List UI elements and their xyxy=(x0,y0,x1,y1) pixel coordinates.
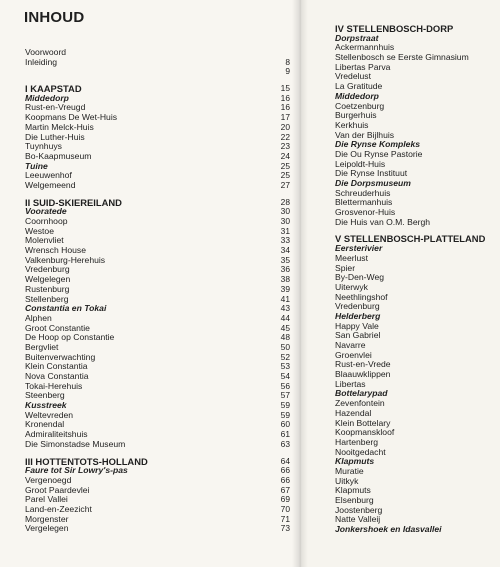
toc-entry-title: De Hoop op Constantie xyxy=(25,332,115,343)
toc-entry-title: Helderberg xyxy=(335,310,381,321)
toc-page-number: 24 xyxy=(280,150,290,161)
subsection-heading xyxy=(335,525,498,535)
toc-entry-title: Vergenoegd xyxy=(25,474,72,485)
toc-page-number: 71 xyxy=(280,513,290,524)
toc-entry-title: Stellenberg xyxy=(25,293,69,304)
toc-page-number: 33 xyxy=(280,235,290,246)
toc-entry-title: Wrensch House xyxy=(25,245,86,256)
toc-entry-title: Van der Bijlhuis xyxy=(335,129,395,140)
toc-entry-title: Faure tot Sir Lowry's-pas xyxy=(25,465,128,476)
toc-entry-title: Leeuwenhof xyxy=(25,170,72,181)
toc-page-number: 52 xyxy=(280,351,290,362)
toc-page-number: 67 xyxy=(280,484,290,495)
toc-page-number: 28 xyxy=(280,196,290,207)
toc-entry-title: Joostenberg xyxy=(335,504,383,515)
toc-entry-title: Bergvliet xyxy=(25,341,59,352)
toc-entry-title: Muratie xyxy=(335,465,364,476)
toc-page-number: 38 xyxy=(280,274,290,285)
toc-page-number: 48 xyxy=(280,332,290,343)
toc-page-number: 43 xyxy=(280,303,290,314)
toc-entry-title: Happy Vale xyxy=(335,320,379,331)
toc-entry-title: Leipoldt-Huis xyxy=(335,158,386,169)
toc-entry-title: By-Den-Weg xyxy=(335,272,385,283)
toc-entry-title: Koopmans De Wet-Huis xyxy=(25,112,118,123)
toc-page-number: 44 xyxy=(280,312,290,323)
toc-page-number: 53 xyxy=(280,361,290,372)
toc-entry-title: Klapmuts xyxy=(335,485,371,496)
toc-page-number: 16 xyxy=(280,102,290,113)
toc-entry-title: Grosvenor-Huis xyxy=(335,207,396,218)
toc-page-number: 36 xyxy=(280,264,290,275)
toc-entry-title: Vergelegen xyxy=(25,523,69,534)
toc-entry-title: Dorpstraat xyxy=(335,32,379,43)
toc-entry-title: Die Simonstadse Museum xyxy=(25,438,126,449)
toc-page-number: 31 xyxy=(280,225,290,236)
toc-entry xyxy=(25,152,295,162)
toc-entry-title: Blaauwklippen xyxy=(335,369,391,380)
toc-entry-title: Jonkershoek en Idasvallei xyxy=(335,524,442,535)
toc-entry-title: Vredenburg xyxy=(25,264,70,275)
toc-page-number: 56 xyxy=(280,380,290,391)
toc-entry-title: Rust-en-Vrede xyxy=(335,359,391,370)
toc-entry-title: Nova Constantia xyxy=(25,371,89,381)
toc-page-number: 25 xyxy=(280,160,290,171)
toc-entry-title: Bottelarypad xyxy=(335,388,388,399)
right-toc-column xyxy=(335,24,498,535)
toc-entry-title: Neethlingshof xyxy=(335,291,388,302)
toc-page-number: 60 xyxy=(280,419,290,430)
toc-page-number: 41 xyxy=(280,293,290,304)
toc-page-number: 59 xyxy=(280,400,290,411)
toc-entry-title: Bo-Kaapmuseum xyxy=(25,150,92,161)
toc-entry-title: Morgenster xyxy=(25,513,69,524)
toc-page-number: 50 xyxy=(280,341,290,352)
toc-page-number: 30 xyxy=(280,216,290,226)
toc-entry-title: Vredenburg xyxy=(335,301,380,312)
toc-entry-title: Groenvlei xyxy=(335,349,372,360)
toc-entry-title: Uiterwyk xyxy=(335,281,368,292)
toc-entry-title: Constantia en Tokai xyxy=(25,303,107,314)
toc-page-number: 64 xyxy=(280,455,290,466)
toc-entry-title: Weltevreden xyxy=(25,409,74,420)
toc-page-number: 45 xyxy=(280,322,290,333)
toc-entry-title: Kronendal xyxy=(25,419,65,430)
toc-entry xyxy=(25,181,295,191)
toc-page-number: 66 xyxy=(280,474,290,485)
toc-page-number: 73 xyxy=(280,523,290,534)
toc-entry-title: Groot Paardevlei xyxy=(25,484,90,495)
toc-entry-title: Stellenbosch se Eerste Gimnasium xyxy=(335,52,469,63)
toc-page-number: 17 xyxy=(280,112,290,123)
left-toc-column xyxy=(25,48,295,534)
toc-entry-title: Blettermanhuis xyxy=(335,197,393,208)
toc-entry-title: Valkenburg-Herehuis xyxy=(25,254,106,265)
toc-entry-title: Uitkyk xyxy=(335,475,359,486)
toc-entry-title: Natte Valleij xyxy=(335,514,381,525)
toc-entry xyxy=(335,254,498,264)
toc-entry-title: Welgelegen xyxy=(25,274,71,285)
subsection-heading xyxy=(25,304,295,314)
toc-page-number: 63 xyxy=(280,438,290,449)
toc-entry-title: Die Rynse Instituut xyxy=(335,168,408,179)
toc-entry-title: Alphen xyxy=(25,312,52,323)
toc-entry-title: Kusstreek xyxy=(25,400,67,411)
toc-entry-title: Nooitgedacht xyxy=(335,446,386,457)
toc-entry-title: Klein Bottelary xyxy=(335,417,391,428)
toc-entry-title: Welgemeend xyxy=(25,179,76,190)
toc-entry-title: Hazendal xyxy=(335,407,372,418)
toc-entry-title: Die Huis van O.M. Bergh xyxy=(335,216,431,227)
toc-page-number: 66 xyxy=(280,465,290,476)
toc-entry-title: Tuine xyxy=(25,160,48,171)
toc-page-number: 34 xyxy=(280,245,290,256)
toc-entry xyxy=(25,440,295,450)
toc-entry xyxy=(25,524,295,534)
toc-entry xyxy=(25,67,295,77)
toc-entry-title: Elsenburg xyxy=(335,495,374,505)
toc-page-number: 61 xyxy=(280,429,290,440)
toc-entry-title: Klein Constantia xyxy=(25,361,88,372)
toc-entry-title: III HOTTENTOTS-HOLLAND xyxy=(25,455,148,467)
toc-entry-title: Navarre xyxy=(335,340,366,350)
toc-entry-title: Koopmanskloof xyxy=(335,427,395,438)
toc-page-number: 54 xyxy=(280,371,290,381)
toc-entry-title: Die Luther-Huis xyxy=(25,131,85,142)
toc-entry-title: Tuynhuys xyxy=(25,141,62,152)
toc-entry-title: IV STELLENBOSCH-DORP xyxy=(335,23,454,34)
toc-page-number: 30 xyxy=(280,206,290,217)
toc-entry-title: Vooratede xyxy=(25,206,67,217)
toc-entry-title: Martin Melck-Huis xyxy=(25,121,94,132)
toc-entry-title: Libertas xyxy=(335,378,366,389)
toc-entry-title: Middedorp xyxy=(25,92,69,103)
toc-page-number: 69 xyxy=(280,494,290,505)
toc-entry-title: Rust-en-Vreugd xyxy=(25,102,86,113)
toc-entry-title: Libertas Parva xyxy=(335,61,391,72)
page-title: INHOUD xyxy=(24,9,85,26)
toc-entry xyxy=(25,333,295,343)
toc-page-number: 20 xyxy=(280,121,290,132)
toc-page-number: 35 xyxy=(280,254,290,265)
toc-entry-title: Buitenverwachting xyxy=(25,351,96,362)
toc-entry-title: II SUID-SKIEREILAND xyxy=(25,196,122,208)
toc-page-number: 16 xyxy=(280,92,290,103)
toc-page-number: 15 xyxy=(280,83,290,94)
toc-entry-title: Parel Vallei xyxy=(25,494,68,505)
toc-page-number: 23 xyxy=(280,141,290,152)
toc-entry-title: Westoe xyxy=(25,225,54,236)
toc-entry-title: Admiraliteitshuis xyxy=(25,429,88,440)
toc-page-number: 9 xyxy=(285,66,290,77)
toc-entry xyxy=(25,411,295,421)
toc-page-number: 22 xyxy=(280,131,290,142)
toc-entry xyxy=(335,218,498,228)
toc-entry-title: Zevenfontein xyxy=(335,398,385,409)
toc-entry xyxy=(335,467,498,477)
toc-entry-title: Tokai-Herehuis xyxy=(25,380,83,391)
toc-entry-title: Inleiding xyxy=(25,56,58,67)
toc-entry-title: Coornhoop xyxy=(25,216,68,226)
toc-entry-title: Die Dorpsmuseum xyxy=(335,178,411,188)
toc-entry-title: Die Ou Rynse Pastorie xyxy=(335,148,423,159)
toc-entry-title: I KAAPSTAD xyxy=(25,83,82,95)
toc-page-number: 27 xyxy=(280,179,290,190)
toc-entry-title: Middedorp xyxy=(335,90,379,101)
toc-page-number: 39 xyxy=(280,283,290,294)
toc-entry-title: Ackermannhuis xyxy=(335,42,395,53)
toc-entry xyxy=(25,217,295,227)
toc-entry-title: Kerkhuis xyxy=(335,119,369,130)
toc-entry xyxy=(25,382,295,392)
toc-page-number: 59 xyxy=(280,409,290,420)
toc-entry xyxy=(25,48,295,58)
toc-page-number: 25 xyxy=(280,170,290,181)
toc-page-number: 57 xyxy=(280,390,290,401)
toc-entry-title: Coetzenburg xyxy=(335,100,385,111)
toc-entry-title: Burgerhuis xyxy=(335,110,377,121)
toc-entry-title: Klapmuts xyxy=(335,456,375,467)
toc-entry-title: Spier xyxy=(335,262,356,273)
toc-entry-title: Voorwoord xyxy=(25,47,67,57)
toc-entry-title: Land-en-Zeezicht xyxy=(25,503,92,514)
toc-entry-title: Steenberg xyxy=(25,390,65,401)
toc-entry-title: Vredelust xyxy=(335,71,371,82)
toc-entry-title: Groot Constantie xyxy=(25,322,90,333)
toc-entry-title: Meerlust xyxy=(335,252,368,263)
toc-entry xyxy=(25,227,295,237)
toc-entry-title: Die Rynse Kompleks xyxy=(335,139,421,150)
toc-entry-title: Eersterivier xyxy=(335,243,383,254)
toc-entry-title: Hartenberg xyxy=(335,436,378,447)
toc-entry-title: San Gabriel xyxy=(335,330,381,341)
toc-page-number: 8 xyxy=(285,56,290,67)
toc-page-number: 70 xyxy=(280,503,290,514)
toc-entry xyxy=(25,133,295,143)
toc-entry-title: La Gratitude xyxy=(335,81,383,92)
toc-entry-title: Molenvliet xyxy=(25,235,64,246)
toc-entry-title: Rustenburg xyxy=(25,283,70,294)
toc-entry-title: Schreuderhuis xyxy=(335,187,391,198)
toc-entry-title: V STELLENBOSCH-PLATTELAND xyxy=(335,233,486,245)
toc-entry xyxy=(25,58,295,68)
